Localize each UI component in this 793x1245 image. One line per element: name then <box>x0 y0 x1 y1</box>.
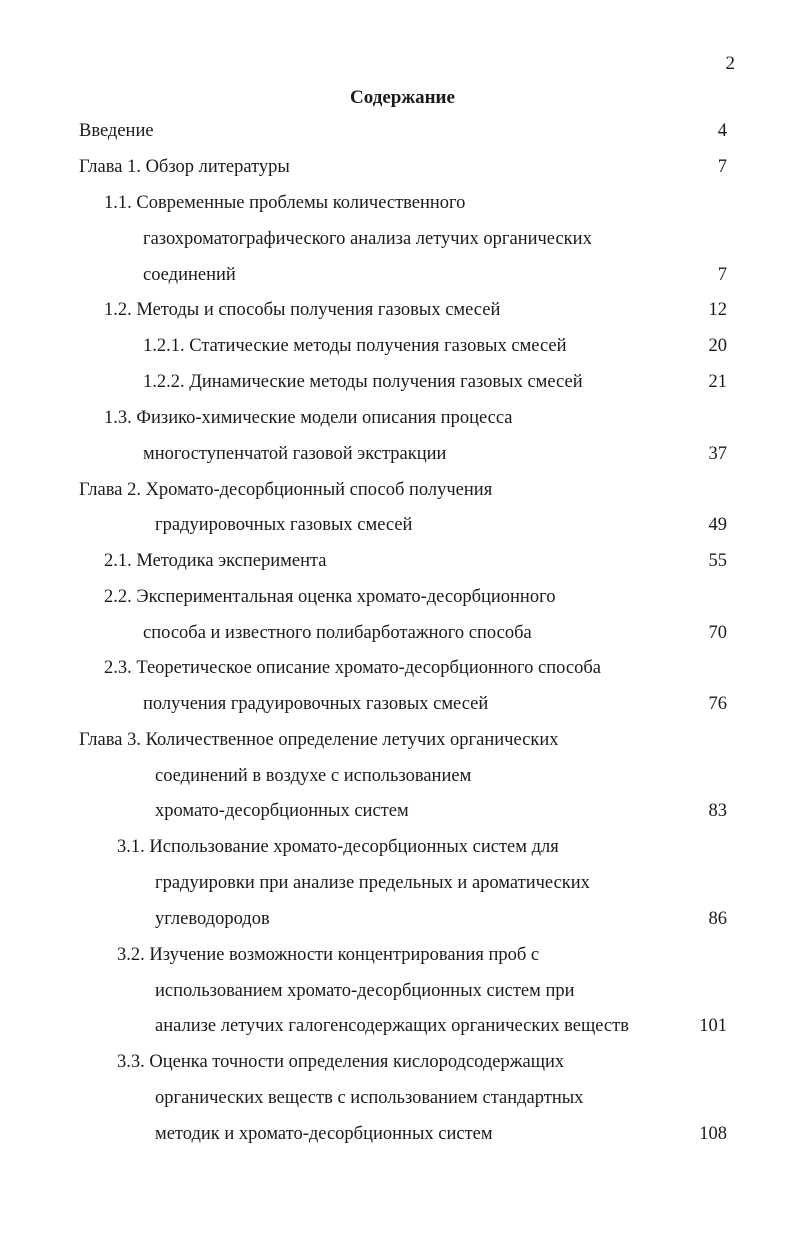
toc-entry-line: углеводородов <box>155 909 270 929</box>
toc-entry-line: 1.3. Физико-химические модели описания процесса <box>104 408 513 428</box>
toc-entry-line: 2.1. Методика эксперимента <box>104 551 327 571</box>
toc-page-number: 7 <box>717 157 727 177</box>
toc-entry-line: способа и известного полибарботажного способа <box>143 623 532 643</box>
toc-page-number: 76 <box>708 694 727 714</box>
toc-page-number: 86 <box>708 909 727 929</box>
toc-page-number: 4 <box>717 121 727 141</box>
toc-entry-line: газохроматографического анализа летучих органических <box>143 229 592 249</box>
toc-entry-line: Глава 2. Хромато-десорбционный способ получения <box>79 480 493 500</box>
toc-entry-line: 2.3. Теоретическое описание хромато-десорбционного способа <box>104 658 601 678</box>
toc-entry-line: 1.1. Современные проблемы количественного <box>104 193 466 213</box>
toc-entry-line: 3.2. Изучение возможности концентрирования проб с <box>117 945 540 965</box>
toc-page-number: 49 <box>708 515 727 535</box>
toc-entry-line: анализе летучих галогенсодержащих органических веществ <box>155 1016 629 1036</box>
toc-page-number: 70 <box>708 623 727 643</box>
page-title: Содержание <box>350 87 455 108</box>
toc-entry-line: Введение <box>79 121 154 141</box>
toc-entry-line: 1.2.1. Статические методы получения газовых смесей <box>143 336 567 356</box>
toc-entry-line: хромато-десорбционных систем <box>155 801 409 821</box>
toc-page-number: 108 <box>699 1124 727 1144</box>
toc-entry-line: методик и хромато-десорбционных систем <box>155 1124 493 1144</box>
toc-entry-line: 3.1. Использование хромато-десорбционных систем для <box>117 837 559 857</box>
toc-entry-line: 1.2. Методы и способы получения газовых смесей <box>104 300 501 320</box>
toc-page-number: 12 <box>708 300 727 320</box>
toc-entry-line: органических веществ с использованием стандартных <box>155 1088 584 1108</box>
toc-entry-line: использованием хромато-десорбционных систем при <box>155 981 575 1001</box>
toc-entry-line: Глава 3. Количественное определение летучих органических <box>79 730 559 750</box>
toc-entry-line: Глава 1. Обзор литературы <box>79 157 290 177</box>
toc-page-number: 83 <box>708 801 727 821</box>
toc-entry-line: соединений в воздухе с использованием <box>155 766 472 786</box>
toc-entry-line: получения градуировочных газовых смесей <box>143 694 489 714</box>
toc-page-number: 55 <box>708 551 727 571</box>
toc-entry-line: соединений <box>143 265 236 285</box>
toc-entry-line: 2.2. Экспериментальная оценка хромато-десорбционного <box>104 587 556 607</box>
toc-page-number: 21 <box>708 372 727 392</box>
toc-page-number: 20 <box>708 336 727 356</box>
page-number: 2 <box>725 53 735 74</box>
toc-page-number: 37 <box>708 444 727 464</box>
toc-entry-line: 3.3. Оценка точности определения кислородсодержащих <box>117 1052 565 1072</box>
toc-entry-line: многоступенчатой газовой экстракции <box>143 444 447 464</box>
toc-entry-line: градуировочных газовых смесей <box>155 515 413 535</box>
toc-page-number: 7 <box>717 265 727 285</box>
toc-entry-line: 1.2.2. Динамические методы получения газовых смесей <box>143 372 583 392</box>
toc-page-number: 101 <box>699 1016 727 1036</box>
toc-entry-line: градуировки при анализе предельных и ароматических <box>155 873 590 893</box>
